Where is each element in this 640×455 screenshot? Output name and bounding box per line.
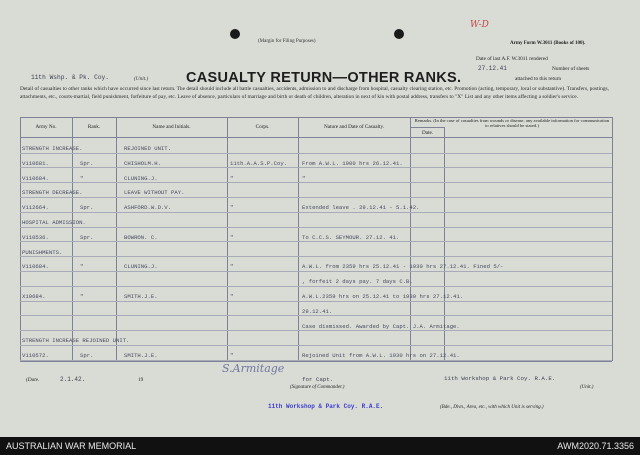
cell-army-no: HOSPITAL ADMISSION. [22,219,86,226]
row-rule [20,212,612,213]
row-rule [20,241,612,242]
header-name: Name and Initials. [152,124,191,130]
date-label: (Date. [26,377,40,383]
row-rule [20,330,612,331]
row-rule [20,301,612,302]
sheets-label: Number of sheets [552,66,590,72]
cell-nature: , forfeit 2 days pay. 7 days C.B. [302,278,413,286]
cell-name: LEAVE WITHOUT PAY. [124,189,185,197]
cell-nature: " [302,174,306,182]
unit-line: 11th Wshp. & Pk. Coy. [31,74,109,81]
cell-name: CHISHOLM.H. [124,159,161,167]
year-suffix: 19 [138,377,144,383]
row-rule [20,182,612,183]
cell-army-no: V110681. [22,159,49,167]
caption-right: AWM2020.71.3356 [557,441,634,451]
cell-rank: " [80,293,84,300]
cell-name: SMITH.J.E. [124,352,158,360]
header-rank: Rank. [87,124,101,130]
cell-nature: Extended leave . 29.12.41 - 5.1.42. [302,204,420,212]
row-rule [20,271,612,272]
header-date: Date. [421,130,434,136]
table-header-rule [20,137,612,138]
attached-label: attached to this return [515,76,562,82]
cell-nature: 29.12.41. [302,307,333,315]
header-army-no: Army No. [35,124,57,130]
cell-nature: To C.C.S. SEYMOUR. 27.12. 41. [302,233,400,241]
cell-army-no: V110684. [22,174,49,182]
unit-sign-label: (Unit.) [580,385,594,390]
header-corps: Corps. [255,124,270,130]
cell-rank: Spr. [80,159,94,167]
cell-army-no: STRENGTH INCREASE. [22,145,83,152]
signature-suffix: for Capt. [302,376,334,383]
table-right-rule [612,117,613,361]
cell-army-no: V110684. [22,263,49,271]
signature-label: (Signature of Commander.) [290,385,345,390]
header-nature: Nature and Date of Casualty. [323,124,385,130]
margin-note: (Margin for Filing Purposes) [258,39,316,44]
row-rule [20,153,612,154]
row-rule [20,167,612,168]
cell-corps: " [230,233,234,241]
header-remarks: Remarks. (In the case of casualties from wounds or disease, any available information for communication to relatives should be stated.) [414,118,610,129]
row-rule [20,345,612,346]
cell-rank: " [80,263,84,271]
row-rule [20,256,612,257]
cell-army-no: V110572. [22,352,49,360]
intro-text: Detail of casualties to other ranks which have occurred since last return. The detail should include all battle casualties, accidents, admission to and discharge from hospital, casualty clearing station, etc. Promotion (acting, temporary, local or substantive). Transfers, postings, attachments, etc., courts-martial, field punishment, forfeiture of pay, etc. Leave of absence, particulars of marriage and birth or death of children, alteration in next of kin with postal address, transfers to "X" List and any other items affecting a soldier's service. [20,86,609,100]
row-rule [20,197,612,198]
cell-name: CLUNING.J. [124,263,158,271]
table-left-rule [20,117,21,361]
pencil-mark: W-D [470,20,489,30]
cell-army-no: STRENGTH DECREASE. [22,189,83,197]
form-title: CASUALTY RETURN—OTHER RANKS. [186,70,462,86]
signature: S.Armitage [222,362,285,375]
col-rule-2 [116,117,117,361]
cell-army-no: X10684. [22,293,46,300]
unit-sign: 11th Workshop & Park Coy. R.A.E. [444,375,556,382]
punch-hole-left [230,29,240,39]
last-af-label: Date of last A.F. W.3011 rendered [476,56,548,62]
cell-corps: 11th.A.A.S.P.Coy. [230,159,288,167]
cell-name: REJOINED UNIT. [124,145,171,152]
cell-nature: A.W.L.2359 hrs on 25.12.41 to 1930 hrs 27.12.41. [302,293,464,300]
last-af-date: 27.12.41 [478,65,507,72]
cell-name: CLUNING.J. [124,174,158,182]
cell-army-no: V110536. [22,233,49,241]
punch-hole-right [394,29,404,39]
date-value: 2.1.42. [60,376,86,383]
cell-corps: " [230,352,234,360]
cell-nature: Rejoined Unit from A.W.L. 1930 hrs on 27.12.41. [302,352,460,360]
table-bottom-rule [20,361,612,362]
cell-army-no: PUNISHMENTS. [22,248,63,256]
cell-rank: " [80,174,84,182]
caption-left: AUSTRALIAN WAR MEMORIAL [6,441,137,451]
cell-army-no: STRENGTH INCREASE REJOINED UNIT. [22,337,130,345]
cell-nature: From A.W.L. 1900 hrs 26.12.41. [302,159,403,167]
col-rule-3 [227,117,228,361]
cell-rank: Spr. [80,233,94,241]
cell-rank: Spr. [80,352,94,360]
form-id: Army Form W.3011 (Books of 100). [510,41,586,46]
cell-nature: Case dismissed. Awarded by Capt. J.A. Armitage. [302,322,460,330]
cell-corps: " [230,293,234,300]
cell-name: ASHFORD.W.D.V. [124,204,171,212]
cell-corps: " [230,263,234,271]
bde-label: (Bde., Divn., Area, etc., with which Unit is serving.) [440,405,544,410]
row-rule [20,315,612,316]
row-rule [20,286,612,287]
col-rule-1 [72,117,73,361]
archive-caption [0,437,640,455]
cell-rank: Spr. [80,204,94,212]
unit-stamp: 11th Workshop & Park Coy. R.A.E. [268,403,384,410]
col-rule-4 [298,117,299,361]
cell-name: BOWRON. C. [124,233,158,241]
row-rule [20,227,612,228]
unit-label: (Unit.) [134,76,149,82]
cell-corps: " [230,174,234,182]
cell-corps: " [230,204,234,212]
cell-name: SMITH.J.E. [124,293,158,300]
cell-army-no: V112664. [22,204,49,212]
cell-nature: A.W.L. from 2359 hrs 25.12.41 - 1930 hrs 27.12.41. Fined 5/- [302,263,504,271]
row-rule [20,360,612,361]
